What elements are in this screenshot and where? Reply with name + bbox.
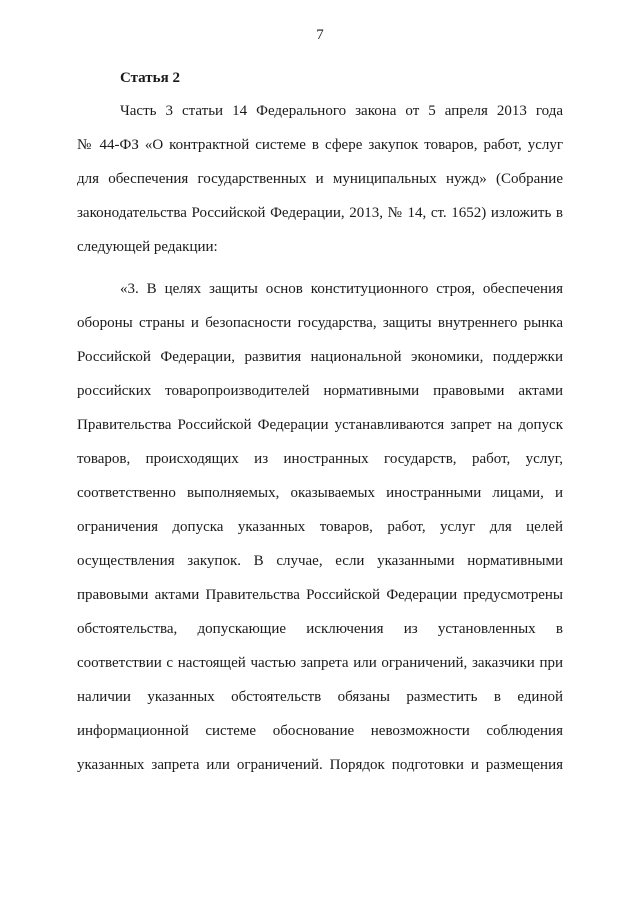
text-line: указанных запрета или ограничений. Порядок подготовки и размещения — [77, 757, 563, 773]
text-line: обороны страны и безопасности государства, защиты внутреннего рынка — [77, 315, 563, 331]
text-line: российских товаропроизводителей нормативными правовыми актами — [77, 383, 563, 399]
text-line: обстоятельства, допускающие исключения из установленных в — [77, 621, 563, 637]
text-line: правовыми актами Правительства Российской Федерации предусмотрены — [77, 587, 563, 603]
text-line: соответственно выполняемых, оказываемых иностранными лицами, и — [77, 485, 563, 501]
text-line: для обеспечения государственных и муниципальных нужд» (Собрание — [77, 171, 563, 187]
article-title: Статья 2 — [120, 70, 180, 86]
text-line: № 44-ФЗ «О контрактной системе в сфере закупок товаров, работ, услуг — [77, 137, 563, 153]
text-line: соответствии с настоящей частью запрета или ограничений, заказчики при — [77, 655, 563, 671]
paragraph-2 — [77, 272, 563, 782]
text-line: законодательства Российской Федерации, 2013, № 14, ст. 1652) изложить в — [77, 205, 563, 221]
text-line: товаров, происходящих из иностранных государств, работ, услуг, — [77, 451, 563, 467]
text-line: информационной системе обоснование невозможности соблюдения — [77, 723, 563, 739]
text-line: наличии указанных обстоятельств обязаны разместить в единой — [77, 689, 563, 705]
text-line: Российской Федерации, развития национальной экономики, поддержки — [77, 349, 563, 365]
text-line: Правительства Российской Федерации устанавливаются запрет на допуск — [77, 417, 563, 433]
text-line: ограничения допуска указанных товаров, работ, услуг для целей — [77, 519, 563, 535]
paragraph-1 — [77, 94, 563, 264]
text-line: Часть 3 статьи 14 Федерального закона от 5 апреля 2013 года — [120, 103, 563, 119]
text-line: осуществления закупок. В случае, если указанными нормативными — [77, 553, 563, 569]
text-line: «3. В целях защиты основ конституционного строя, обеспечения — [120, 281, 563, 297]
page-number: 7 — [316, 27, 324, 43]
text-line: следующей редакции: — [77, 239, 218, 255]
